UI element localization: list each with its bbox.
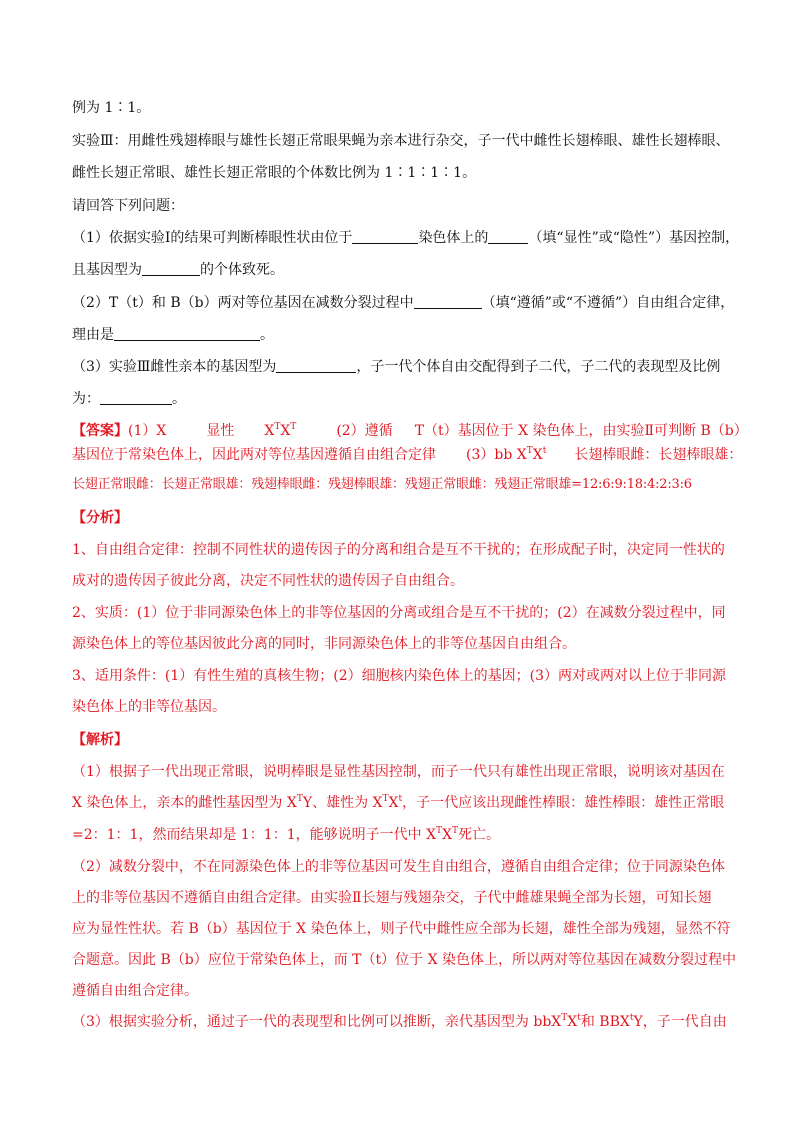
superscript: T [296, 794, 303, 804]
explanation-line [72, 825, 732, 845]
answer-blank [142, 261, 200, 276]
text: 。 [260, 327, 274, 343]
answer-line [72, 475, 732, 495]
superscript: T [382, 794, 389, 804]
text: （3）实验Ⅲ雌性亲本的基因型为 [72, 359, 277, 375]
analysis-line [72, 603, 732, 623]
text: 理由是 [72, 327, 114, 343]
answer-label: 【答案】 [72, 423, 128, 439]
analysis-line [72, 571, 732, 591]
text: 和 BBX [580, 1014, 630, 1030]
explanation-line [72, 888, 732, 908]
answer-line [72, 445, 743, 465]
analysis-line [72, 540, 732, 560]
text: 为： [72, 391, 100, 407]
text: 3、适用条件：(1）有性生殖的真核生物；(2）细胞核内染色体上的基因；(3）两对或两对以上位于非同源 [72, 668, 727, 684]
text: 。 [172, 391, 186, 407]
analysis-line [72, 666, 732, 686]
text: 1、自由组合定律：控制不同性状的遗传因子的分离和组合是互不干扰的；在形成配子时，决定同一性状的 [72, 542, 725, 558]
text: 显性 [206, 423, 235, 439]
analysis-label [72, 508, 732, 528]
answer-line [72, 421, 748, 441]
text: (2）遵循 [336, 423, 393, 439]
text: (1）X [128, 423, 167, 439]
answer-blank [414, 294, 482, 309]
question-2-cont [72, 325, 732, 345]
superscript: T [436, 826, 443, 836]
explanation-line [72, 950, 736, 970]
text: 长翅正常眼雌：长翅正常眼雄：残翅棒眼雌：残翅棒眼雄：残翅正常眼雌：残翅正常眼雄=12:6:9:18:4:2:3:6 [72, 477, 692, 492]
explanation-line [72, 981, 732, 1001]
text: X [388, 795, 399, 811]
text: 源染色体上的等位基因彼此分离的同时，非同源染色体上的非等位基因自由组合。 [72, 636, 576, 652]
text-line [72, 98, 732, 118]
text: X [532, 447, 543, 463]
text-line [72, 131, 732, 151]
text: （填“遵循”或“不遵循”）自由组合定律， [481, 295, 735, 311]
analysis-line [72, 697, 732, 717]
answer-blank [100, 390, 172, 405]
text: ，子一代应该出现雌性棒眼：雄性棒眼：雄性正常眼 [402, 795, 725, 811]
text: 且基因型为 [72, 262, 142, 278]
text: X [567, 1014, 578, 1030]
text: 成对的遗传因子彼此分离，决定不同性状的遗传因子自由组合。 [72, 573, 464, 589]
text: X [280, 423, 291, 439]
superscript: T [526, 446, 533, 456]
superscript: t [577, 1013, 581, 1023]
superscript: t [398, 794, 403, 804]
text: 例为 1∶1。 [72, 100, 151, 116]
text: （2）T（t）和 B（b）两对等位基因在减数分裂过程中 [72, 295, 414, 311]
text: 请回答下列问题： [72, 198, 184, 214]
answer-blank [352, 229, 418, 244]
superscript: T [274, 422, 281, 432]
text: 染色体上的非等位基因。 [72, 699, 226, 715]
text: X [264, 423, 275, 439]
text: 的个体致死。 [200, 262, 284, 278]
analysis-line [72, 634, 732, 654]
text-line [72, 163, 732, 183]
text-line [72, 196, 732, 216]
explanation-line [72, 1012, 732, 1032]
text: （3）根据实验分析，通过子一代的表现型和比例可以推断，亲代基因型为 bbX [72, 1014, 562, 1030]
question-1-cont [72, 260, 732, 280]
text: ，子一代个体自由交配得到子二代，子二代的表现型及比例 [356, 359, 721, 375]
text: Y、雄性为 X [302, 795, 383, 811]
text: X [442, 827, 453, 843]
text: （2）减数分裂中，不在同源染色体上的非等位基因可发生自由组合，遵循自由组合定律；位于同源染色体 [72, 859, 725, 875]
superscript: T [290, 422, 297, 432]
text: 上的非等位基因不遵循自由组合定律。由实验Ⅱ长翅与残翅杂交，子代中雌雄果蝇全部为长翅，可知长翅 [72, 890, 712, 906]
text: 合题意。因此 B（b）应位于常染色体上，而 T（t）位于 X 染色体上，所以两对等位基因在减数分裂过程中 [72, 952, 736, 968]
text: 【解析】 [72, 732, 128, 748]
text: T（t）基因位于 X 染色体上，由实验Ⅱ可判断 B（b） [414, 423, 748, 439]
text: 雌性长翅正常眼、雄性长翅正常眼的个体数比例为 1∶1∶1∶1。 [72, 165, 477, 181]
text: 染色体上的 [418, 230, 489, 246]
superscript: t [629, 1013, 634, 1023]
text: =2：1：1，然而结果却是 1：1：1，能够说明子一代中 X [72, 827, 437, 843]
question-3 [72, 357, 732, 377]
text: 应为显性性状。若 B（b）基因位于 X 染色体上，则子代中雌性应全部为长翅，雄性全部为残翅，显然不符 [72, 921, 731, 937]
question-1 [72, 228, 740, 248]
explanation-line [72, 762, 732, 782]
explanation-line [72, 793, 732, 813]
superscript: T [452, 826, 459, 836]
text: 长翅棒眼雌：长翅棒眼雄： [574, 447, 743, 463]
explanation-line [72, 857, 732, 877]
explanation-line [72, 919, 732, 939]
superscript: t [542, 446, 547, 456]
text: 死亡。 [458, 827, 501, 843]
explanation-label [72, 730, 732, 750]
text: （1）依据实验Ⅰ的结果可判断棒眼性状由位于 [72, 230, 353, 246]
text: (3）bb X [466, 447, 527, 463]
text: 2、实质：(1）位于非同源染色体上的非等位基因的分离或组合是互不干扰的；(2）在减数分裂过程中，同 [72, 605, 726, 621]
superscript: T [561, 1013, 568, 1023]
question-3-cont [72, 389, 732, 409]
text: 【分析】 [72, 510, 128, 526]
text: X 染色体上，亲本的雌性基因型为 X [72, 795, 297, 811]
text: 遵循自由组合定律。 [72, 983, 198, 999]
text: （填“显性”或“隐性”）基因控制， [528, 230, 740, 246]
answer-blank [114, 326, 260, 341]
text: （1）根据子一代出现正常眼，说明棒眼是显性基因控制，而子一代只有雄性出现正常眼，说明该对基因在 [72, 764, 725, 780]
question-2 [72, 293, 735, 313]
text: 实验Ⅲ：用雌性残翅棒眼与雄性长翅正常眼果蝇为亲本进行杂交，子一代中雌性长翅棒眼、雄性长翅棒眼、 [72, 133, 730, 149]
answer-blank [488, 229, 528, 244]
answer-blank [276, 358, 356, 373]
text: Y，子一代自由 [633, 1014, 727, 1030]
text: 基因位于常染色体上，因此两对等位基因遵循自由组合定律 [72, 447, 436, 463]
